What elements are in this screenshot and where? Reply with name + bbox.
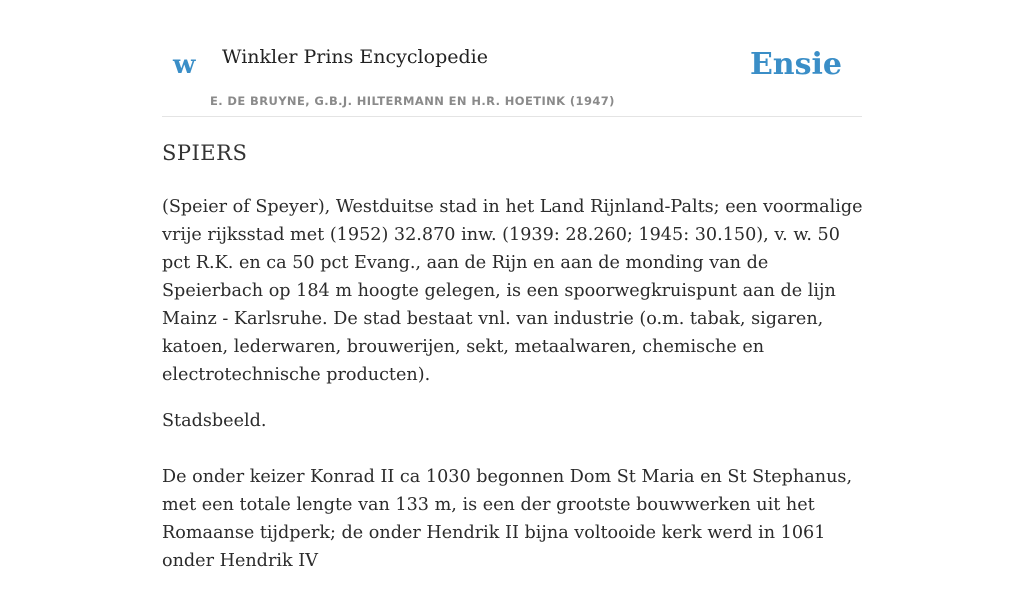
ensie-logo-link[interactable]: Ensie <box>749 47 842 82</box>
article <box>162 140 864 593</box>
article-subheading-stadsbeeld: Stadsbeeld. <box>162 411 267 432</box>
winkler-prins-logo[interactable]: w <box>173 50 196 80</box>
entry-title: SPIERS <box>162 141 248 165</box>
book-title[interactable]: Winkler Prins Encyclopedie <box>222 46 488 68</box>
article-paragraph-dom: De onder keizer Konrad II ca 1030 begonnen Dom St Maria en St Stephanus, met een totale lengte van 133 m, is een der grootste bouwwerken uit het Romaanse tijdperk; de onder Hendrik II bijna voltooide kerk werd in 1061 onder Hendrik IV <box>162 467 853 572</box>
site-header <box>162 0 862 117</box>
book-authors: E. DE BRUYNE, G.B.J. HILTERMANN EN H.R. HOETINK (1947) <box>210 94 615 108</box>
article-paragraph-intro: (Speier of Speyer), Westduitse stad in het Land Rijnland-Palts; een voormalige vrije rijksstad met (1952) 32.870 inw. (1939: 28.260; 1945: 30.150), v. w. 50 pct R.K. en ca 50 pct Evang., aan de Rijn en aan de monding van de Speierbach op 184 m hoogte gelegen, is een spoorwegkruispunt aan de lijn Mainz - Karlsruhe. De stad bestaat vnl. van industrie (o.m. tabak, sigaren, katoen, lederwaren, brouwerijen, sekt, metaalwaren, chemische en electrotechnische producten). <box>162 197 863 386</box>
